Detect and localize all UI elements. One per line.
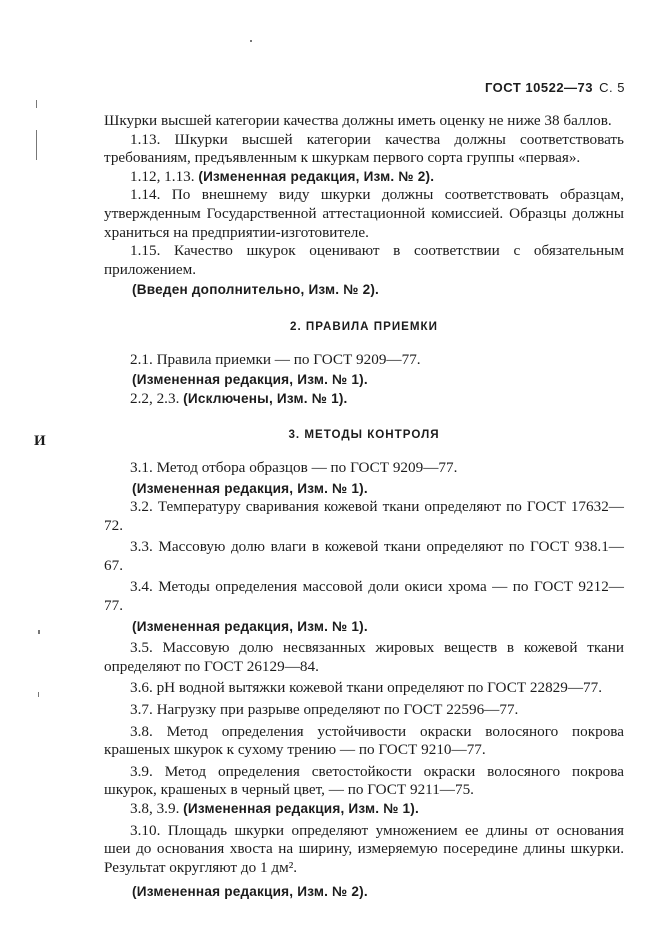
- paragraph-3-6: 3.6. pH водной вытяжки кожевой ткани определяют по ГОСТ 22829—77.: [130, 679, 603, 697]
- page-number: С. 5: [599, 80, 625, 95]
- paragraph-3-2: 3.2. Температуру сваривания кожевой ткани определяют по ГОСТ 17632—72.: [104, 498, 624, 534]
- section-heading-acceptance: 2. ПРАВИЛА ПРИЕМКИ: [290, 319, 438, 333]
- paragraph-3-8-3-9-revision: [104, 800, 624, 819]
- scan-mark: [38, 630, 40, 634]
- clause-ref: 3.8, 3.9.: [130, 800, 180, 817]
- document-reference: ГОСТ 10522—73: [484, 80, 594, 95]
- revision-note: (Измененная редакция, Изм. № 1).: [183, 801, 419, 816]
- paragraph-3-4-revision: [104, 618, 624, 637]
- section-heading-control-methods: 3. МЕТОДЫ КОНТРОЛЯ: [288, 428, 440, 442]
- scan-mark: [38, 692, 39, 697]
- clause-ref: 1.12, 1.13.: [130, 167, 195, 185]
- revision-note: (Измененная редакция, Изм. № 1).: [132, 618, 368, 634]
- paragraph-3-8: 3.8. Метод определения устойчивости окраски волосяного покрова крашеных шкурок к сухому трению — по ГОСТ 9210—77.: [104, 722, 624, 759]
- paragraph-3-7: 3.7. Нагрузку при разрыве определяют по ГОСТ 22596—77.: [130, 701, 519, 719]
- paragraph-added-note: [104, 281, 624, 300]
- paragraph-3-10: 3.10. Площадь шкурки определяют умножением ее длины от основания шеи до основания хвоста на ширину, измеряемую посередине длины шкурки. Результат округляют до 1 дм².: [104, 821, 624, 876]
- document-body: [104, 112, 624, 902]
- paragraph-3-10-revision: [104, 883, 624, 902]
- paragraph-3-3: 3.3. Массовую долю влаги в кожевой ткани определяют по ГОСТ 938.1—67.: [104, 538, 624, 574]
- paragraph-3-1-revision: [104, 480, 624, 499]
- paragraph-3-5: 3.5. Массовую долю несвязанных жировых веществ в кожевой ткани определяют по ГОСТ 26129—84.: [104, 639, 624, 675]
- margin-glyph: И: [34, 433, 46, 449]
- revision-note: (Измененная редакция, Изм. № 2).: [132, 884, 368, 900]
- scan-mark: [250, 40, 252, 42]
- paragraph-2-2-2-3: [104, 390, 624, 409]
- paragraph-2-1: 2.1. Правила приемки — по ГОСТ 9209—77.: [130, 350, 421, 368]
- paragraph-1-14: 1.14. По внешнему виду шкурки должны соответствовать образцам, утвержденным Государственной аттестационной комиссией. Образцы должны храниться на предприятии-изготовителе.: [104, 186, 624, 241]
- scan-mark: [36, 100, 37, 108]
- paragraph-3-1: 3.1. Метод отбора образцов — по ГОСТ 9209—77.: [130, 458, 458, 476]
- paragraph-3-4: 3.4. Методы определения массовой доли окиси хрома — по ГОСТ 9212—77.: [104, 578, 624, 615]
- paragraph-1-12-1-13-revision: [104, 168, 624, 187]
- paragraph-1-15: 1.15. Качество шкурок оценивают в соответствии с обязательным приложением.: [104, 242, 624, 278]
- revision-note: (Исключены, Изм. № 1).: [183, 390, 348, 406]
- paragraph-2-1-revision: [104, 371, 624, 390]
- revision-note: (Измененная редакция, Изм. № 1).: [132, 372, 368, 388]
- paragraph-1-13: 1.13. Шкурки высшей категории качества должны соответствовать требованиям, предъявленным к шкуркам первого сорта группы «первая».: [104, 130, 624, 167]
- paragraph-3-9: 3.9. Метод определения светостойкости окраски волосяного покрова шкурок, крашеных в черный цвет, — по ГОСТ 9211—75.: [104, 762, 624, 799]
- revision-note: (Введен дополнительно, Изм. № 2).: [132, 282, 380, 298]
- revision-note: (Измененная редакция, Изм. № 2).: [198, 168, 435, 184]
- paragraph-high-grade-score: Шкурки высшей категории качества должны иметь оценку не ниже 38 баллов.: [104, 112, 612, 129]
- clause-ref: 2.2, 2.3.: [130, 389, 180, 407]
- revision-note: (Измененная редакция, Изм. № 1).: [132, 480, 368, 496]
- scan-mark: [36, 130, 37, 160]
- page-header: [485, 80, 625, 95]
